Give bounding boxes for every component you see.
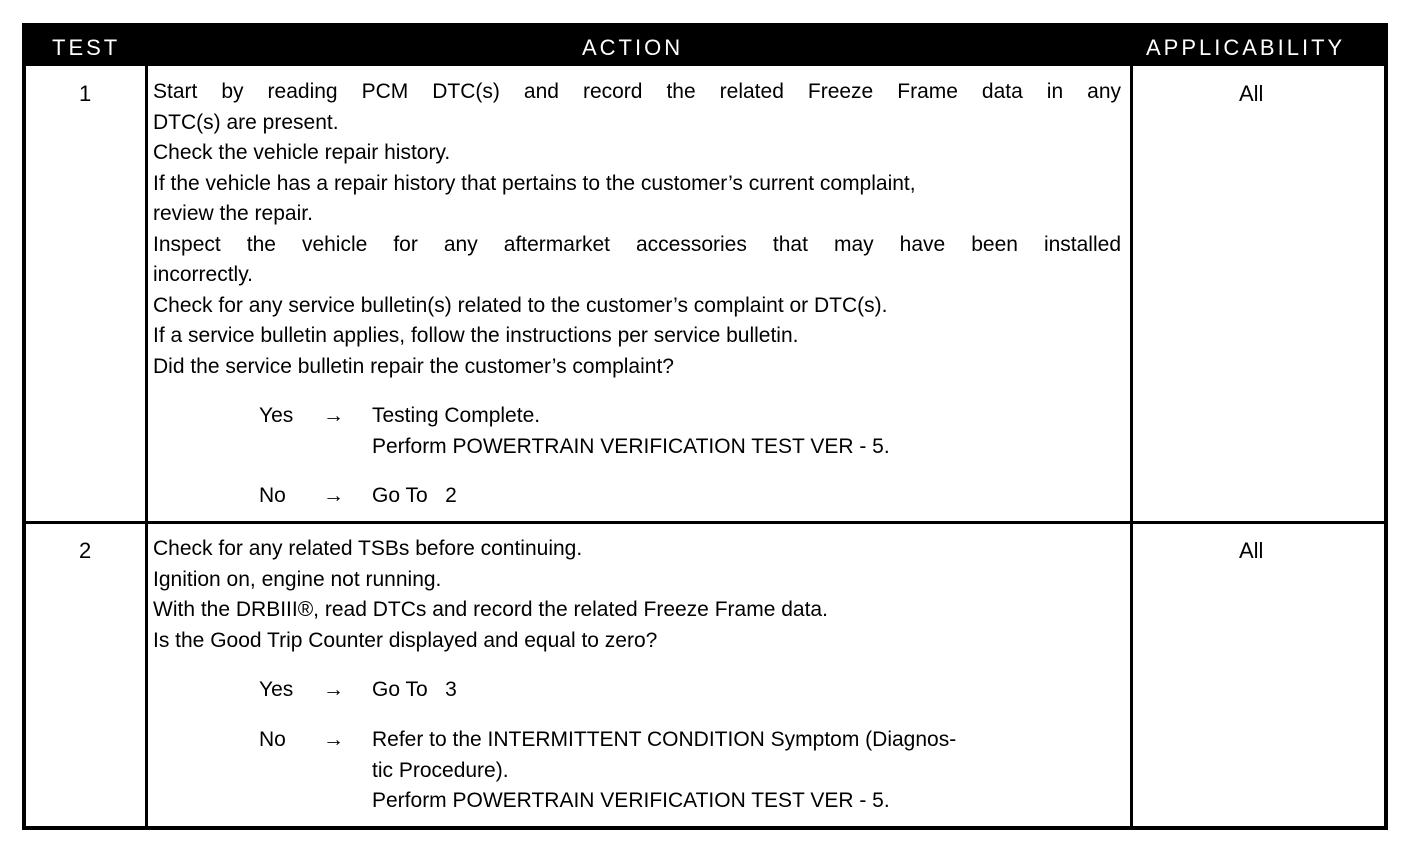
header-action: ACTION — [582, 35, 684, 60]
action-line: If the vehicle has a repair history that pertains to the customer’s current complaint, — [153, 171, 916, 195]
header-applicability: APPLICABILITY — [1146, 35, 1346, 60]
row-divider — [26, 521, 1384, 524]
answer-label: Yes — [259, 404, 294, 427]
answer-line: Perform POWERTRAIN VERIFICATION TEST VER - 5. — [372, 434, 890, 458]
action-line: review the repair. — [153, 202, 313, 225]
answer-line: Testing Complete. — [372, 404, 541, 427]
action-line: Check for any service bulletin(s) related to the customer’s complaint or DTC(s). — [153, 293, 888, 317]
action-line: With the DRBIII®, read DTCs and record the related Freeze Frame data. — [153, 598, 828, 621]
answer-line: Refer to the INTERMITTENT CONDITION Symptom (Diagnos- — [372, 728, 957, 751]
diagnostic-table — [22, 23, 1388, 830]
answer-line: tic Procedure). — [372, 758, 509, 782]
answer-label: No — [259, 484, 286, 507]
arrow-right-icon: → — [323, 484, 344, 507]
header-test: TEST — [52, 35, 121, 60]
action-line: Inspect the vehicle for any aftermarket accessories that may have been installed — [153, 232, 1121, 256]
action-line: DTC(s) are present. — [153, 110, 339, 134]
test-number: 1 — [79, 81, 92, 106]
action-text — [153, 534, 1121, 656]
applicability-cell: All — [1239, 81, 1264, 106]
arrow-right-icon: → — [323, 678, 344, 701]
arrow-right-icon: → — [323, 404, 344, 427]
answer-line: Go To 2 — [372, 484, 457, 507]
column-divider-left — [145, 66, 148, 830]
action-line: Ignition on, engine not running. — [153, 567, 442, 591]
action-line: Check the vehicle repair history. — [153, 141, 451, 164]
action-line: Did the service bulletin repair the customer’s complaint? — [153, 354, 674, 378]
column-divider-right — [1130, 66, 1133, 830]
action-line: incorrectly. — [153, 263, 253, 286]
answer-label: Yes — [259, 678, 294, 701]
answer-line: Perform POWERTRAIN VERIFICATION TEST VER - 5. — [372, 789, 890, 812]
test-number: 2 — [79, 538, 92, 563]
arrow-right-icon: → — [323, 728, 344, 751]
answer-label: No — [259, 728, 286, 751]
action-line: If a service bulletin applies, follow the instructions per service bulletin. — [153, 324, 799, 347]
action-text — [153, 77, 1121, 382]
action-line: Start by reading PCM DTC(s) and record the related Freeze Frame data in any — [153, 80, 1121, 103]
applicability-cell: All — [1239, 538, 1264, 563]
table-header — [26, 27, 1384, 66]
answer-line: Go To 3 — [372, 678, 457, 701]
action-line: Check for any related TSBs before continuing. — [153, 537, 583, 560]
action-line: Is the Good Trip Counter displayed and equal to zero? — [153, 628, 658, 652]
